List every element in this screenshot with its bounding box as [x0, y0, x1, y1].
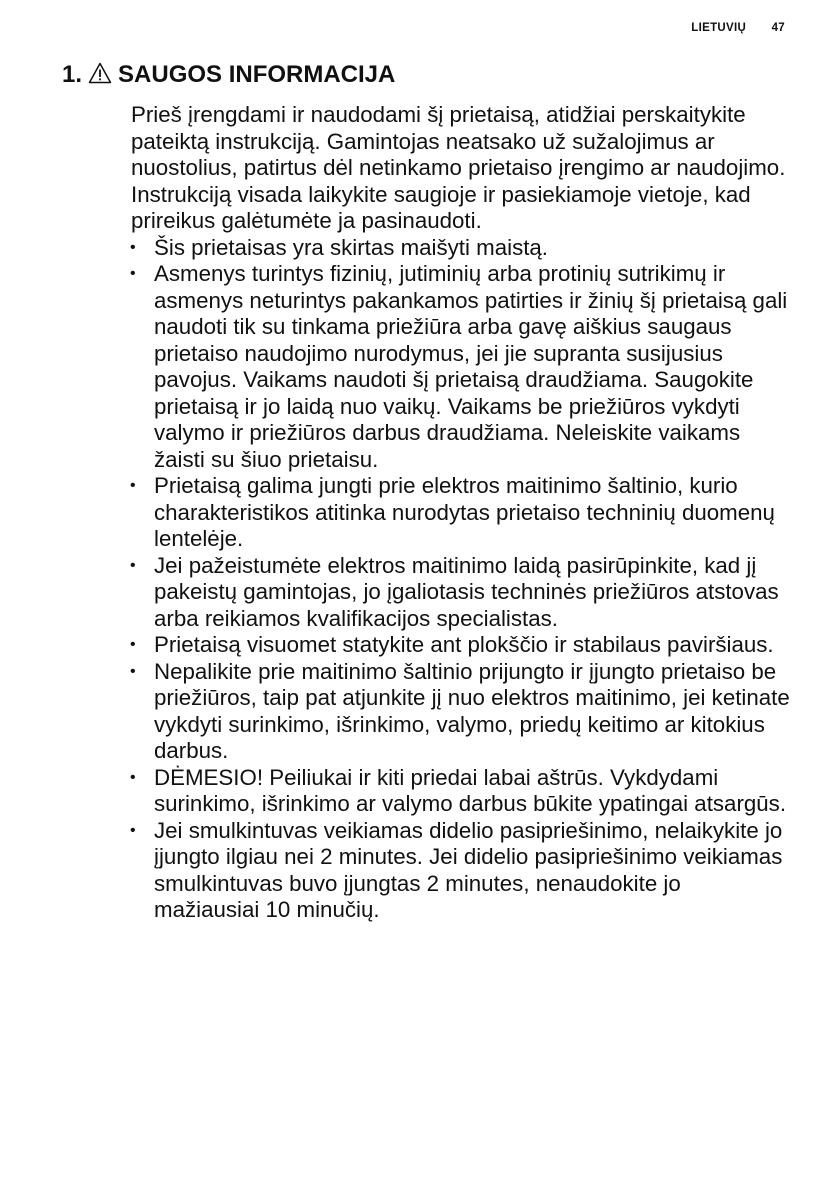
- list-item-text: Jei smulkintuvas veikiamas didelio pasipriešinimo, nelaikykite jo įjungto ilgiau nei 2 minutes. Jei didelio pasipriešinimo veikiamas smulkintuvas buvo įjungtas 2 minutes, nenaudokite jo mažiausiai 10 minučių.: [154, 817, 783, 922]
- list-item: [131, 261, 791, 473]
- list-item-text: Prietaisą galima jungti prie elektros maitinimo šaltinio, kurio charakteristikos atitinka nurodytas prietaiso techninių duomenų lentelėje.: [154, 473, 775, 551]
- list-item: [131, 553, 791, 633]
- bullet-dot: •: [130, 477, 136, 494]
- bullet-dot: •: [130, 265, 136, 282]
- list-item: [131, 235, 791, 262]
- list-item: [131, 659, 791, 765]
- list-item-text: Nepalikite prie maitinimo šaltinio prijungto ir įjungto prietaiso be priežiūros, taip pat atjunkite jį nuo elektros maitinimo, jei ketinate vykdyti surinkimo, išrinkimo, valymo, priedų keitimo ar kitokius darbus.: [154, 658, 790, 763]
- list-item-text: DĖMESIO! Peiliukai ir kiti priedai labai aštrūs. Vykdydami surinkimo, išrinkimo ar valymo darbus būkite ypatingai atsargūs.: [154, 764, 787, 816]
- bullet-dot: •: [130, 662, 136, 680]
- bullet-dot: •: [130, 821, 136, 839]
- safety-list: [131, 235, 791, 924]
- bullet-dot: •: [130, 636, 136, 653]
- list-item: [131, 632, 791, 659]
- page-number: 47: [771, 22, 785, 34]
- bullet-dot: •: [130, 556, 136, 574]
- list-item-text: Asmenys turintys fizinių, jutiminių arba protinių sutrikimų ir asmenys neturintys pakankamos patirties ir žinių šį prietaisą gali naudoti tik su tinkama priežiūra arba gavę aiškius saugaus prietaiso naudojimo nurodymus, jei jie supranta susijusius pavojus. Vaikams naudoti šį prietaisą draudžiama. Saugokite prietaisą ir jo laidą nuo vaikų. Vaikams be priežiūros vykdyti valymo ir priežiūros darbus draudžiama. Neleiskite vaikams žaisti su šiuo prietaisu.: [154, 261, 788, 472]
- section-title: [62, 61, 395, 89]
- list-item-text: Šis prietaisas yra skirtas maišyti maistą.: [154, 234, 549, 260]
- intro-paragraph: Prieš įrengdami ir naudodami šį prietaisą, atidžiai perskaitykite pateiktą instrukciją. Gamintojas neatsako už sužalojimus ar nuostolius, patirtus dėl netinkamo prietaiso įrengimo ar naudojimo. Instrukciją visada laikykite saugioje ir pasiekiamoje vietoje, kad prireikus galėtumėte ja pasinaudoti.: [131, 102, 786, 233]
- list-item: [131, 818, 791, 924]
- bullet-dot: •: [130, 768, 136, 786]
- list-item-text: Jei pažeistumėte elektros maitinimo laidą pasirūpinkite, kad jį pakeistų gamintojas, jo įgaliotasis techninės priežiūros atstovas arba reikiamos kvalifikacijos specialistas.: [154, 552, 779, 631]
- section-title-text: SAUGOS INFORMACIJA: [118, 61, 396, 88]
- section-number: 1.: [62, 61, 83, 88]
- header-language: LIETUVIŲ: [691, 22, 747, 34]
- list-item: [131, 473, 791, 553]
- list-item-text: Prietaisą visuomet statykite ant plokščio ir stabilaus paviršiaus.: [154, 632, 774, 657]
- page-header: [691, 22, 785, 34]
- bullet-dot: •: [130, 238, 136, 256]
- warning-triangle-icon: [88, 62, 112, 84]
- list-item: [131, 765, 791, 818]
- section-content: [131, 102, 791, 924]
